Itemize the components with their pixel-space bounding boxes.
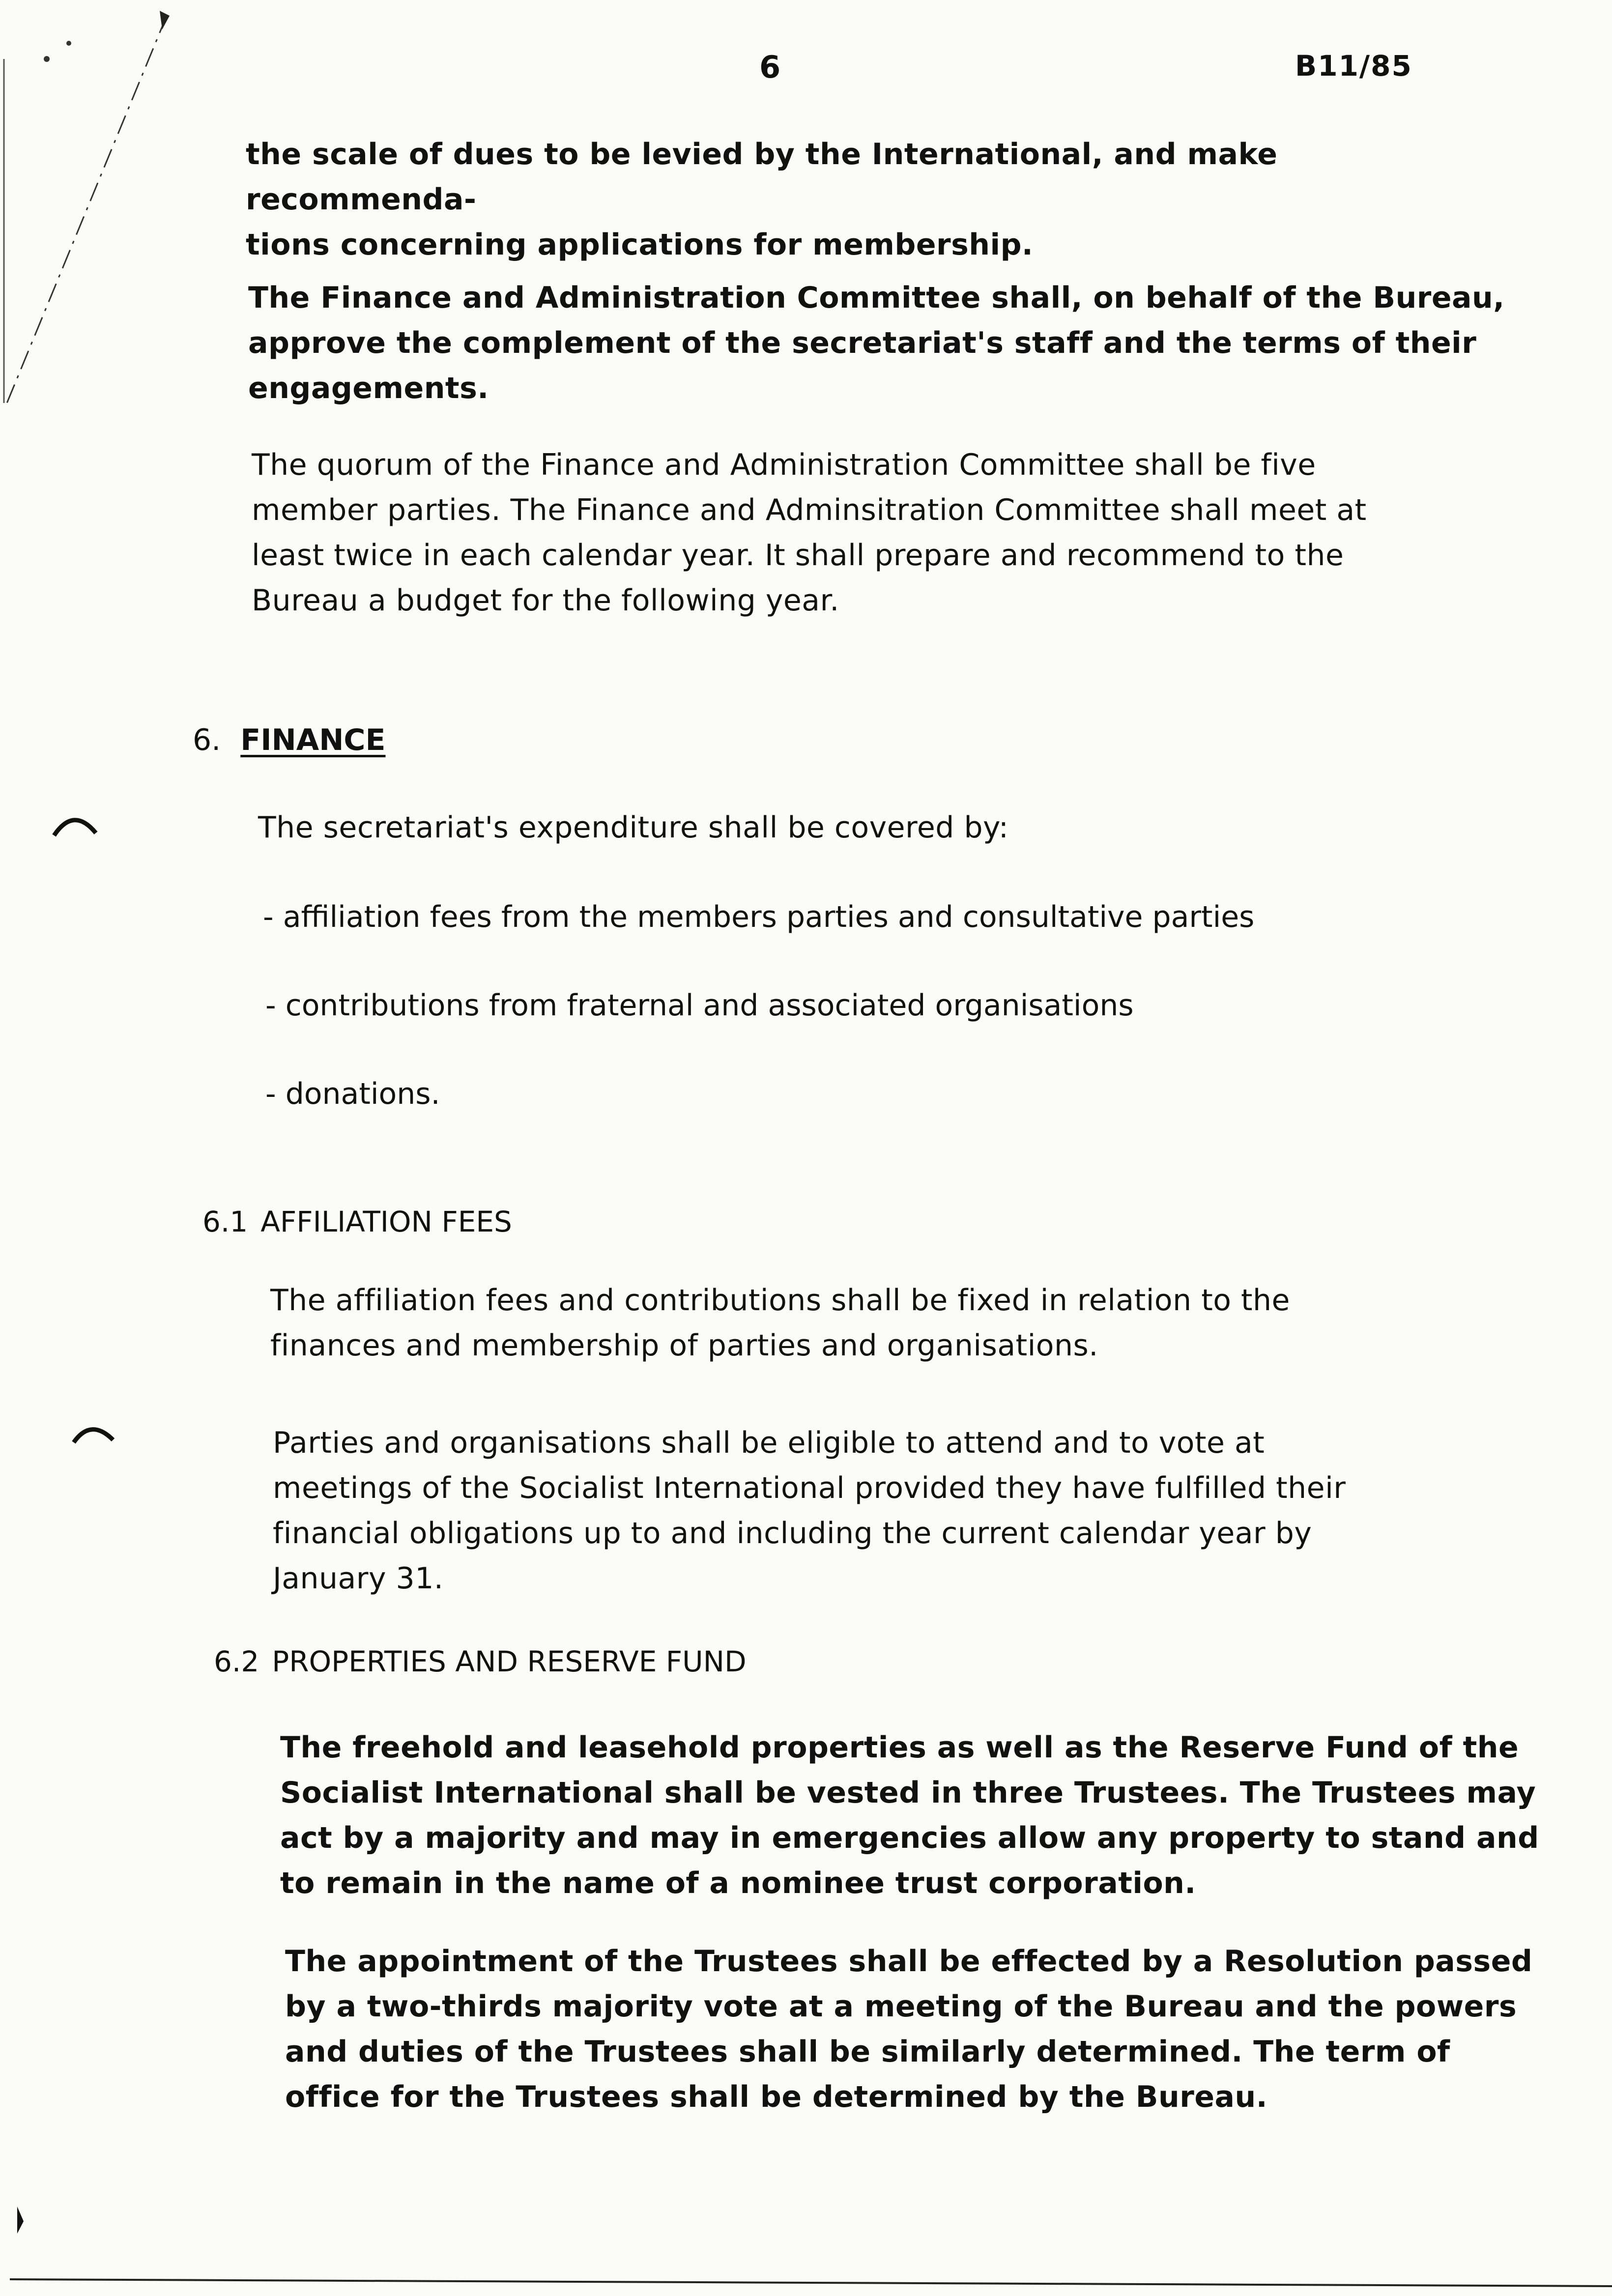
list-item: - affiliation fees from the members parties and consultative parties <box>263 900 1255 934</box>
section-title: PROPERTIES AND RESERVE FUND <box>272 1645 747 1678</box>
section-heading-affiliation-fees <box>202 1199 512 1244</box>
paragraph-freehold: The freehold and leasehold properties as well as the Reserve Fund of the Socialist International shall be vested in three Trustees. The Trustees may act by a majority and may in emergencies allow any property to stand and to remain in the name of a nominee trust corporation. <box>280 1730 1539 1900</box>
paragraph-quorum: The quorum of the Finance and Administration Committee shall be five member parties. The Finance and Adminsitration Committee shall meet at least twice in each calendar year. It shall prepare and recommend to the Bureau a budget for the following year. <box>252 448 1367 618</box>
section-number: 6.1 <box>202 1205 248 1238</box>
section-title: AFFILIATION FEES <box>260 1205 512 1238</box>
section-number: 6.2 <box>214 1645 259 1678</box>
section-title: FINANCE <box>240 723 386 757</box>
section-heading-properties-reserve-fund <box>214 1639 747 1684</box>
document-reference: B11/85 <box>1295 49 1412 83</box>
list-item: - contributions from fraternal and associated organisations <box>265 988 1134 1023</box>
page-number: 6 <box>759 49 781 85</box>
list-item: - donations. <box>265 1077 440 1111</box>
paragraph-fees: The affiliation fees and contributions shall be fixed in relation to the finances and membership of parties and organisations. <box>270 1283 1290 1363</box>
section-number: 6. <box>193 723 221 757</box>
section-heading-finance <box>193 718 385 763</box>
paragraph-staff: The Finance and Administration Committee shall, on behalf of the Bureau, approve the complement of the secretariat's staff and the terms of their engagements. <box>248 281 1505 405</box>
paragraph-dues: the scale of dues to be levied by the International, and make recommenda- tions concerning applications for membership. <box>246 137 1278 262</box>
paragraph-appointment: The appointment of the Trustees shall be effected by a Resolution passed by a two-thirds majority vote at a meeting of the Bureau and the powers and duties of the Trustees shall be similarly determined. The term of office for the Trustees shall be determined by the Bureau. <box>285 1944 1533 2114</box>
paragraph-expenditure: The secretariat's expenditure shall be covered by: <box>258 810 1009 845</box>
paragraph-eligible: Parties and organisations shall be eligible to attend and to vote at meetings of the Socialist International provided they have fulfilled their financial obligations up to and including the current calendar year by January 31. <box>273 1426 1346 1596</box>
